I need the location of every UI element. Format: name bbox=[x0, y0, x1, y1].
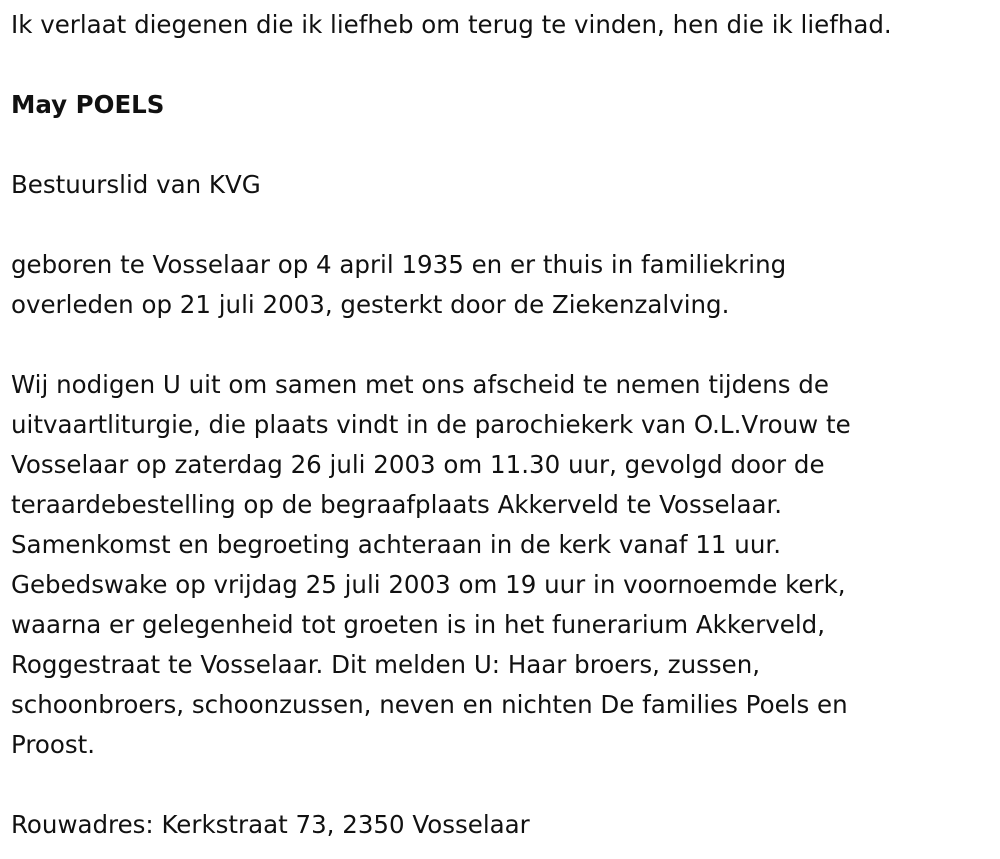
invitation-line: Roggestraat te Vosselaar. Dit melden U: Haar broers, zussen, bbox=[11, 650, 761, 679]
invitation-line: Vosselaar op zaterdag 26 juli 2003 om 11.30 uur, gevolgd door de bbox=[11, 450, 825, 479]
invitation-line: Proost. bbox=[11, 730, 96, 759]
deceased-name-text: May POELS bbox=[11, 90, 165, 119]
birth-death-paragraph bbox=[11, 245, 1000, 325]
role-text: Bestuurslid van KVG bbox=[11, 170, 261, 199]
birth-death-line: geboren te Vosselaar op 4 april 1935 en er thuis in familiekring bbox=[11, 250, 787, 279]
birth-death-line: overleden op 21 juli 2003, gesterkt door de Ziekenzalving. bbox=[11, 290, 730, 319]
invitation-line: uitvaartliturgie, die plaats vindt in de parochiekerk van O.L.Vrouw te bbox=[11, 410, 851, 439]
motto bbox=[11, 5, 1000, 45]
invitation-line: waarna er gelegenheid tot groeten is in het funerarium Akkerveld, bbox=[11, 610, 826, 639]
deceased-name bbox=[11, 85, 1000, 125]
invitation-line: Wij nodigen U uit om samen met ons afscheid te nemen tijdens de bbox=[11, 370, 829, 399]
invitation-line: teraardebestelling op de begraafplaats Akkerveld te Vosselaar. bbox=[11, 490, 783, 519]
role bbox=[11, 165, 1000, 205]
invitation-line: schoonbroers, schoonzussen, neven en nichten De families Poels en bbox=[11, 690, 848, 719]
invitation-paragraph bbox=[11, 365, 1000, 765]
invitation-line: Samenkomst en begroeting achteraan in de kerk vanaf 11 uur. bbox=[11, 530, 781, 559]
motto-line: Ik verlaat diegenen die ik liefheb om terug te vinden, hen die ik liefhad. bbox=[11, 10, 892, 39]
mourning-address-text: Rouwadres: Kerkstraat 73, 2350 Vosselaar bbox=[11, 810, 530, 839]
mourning-address bbox=[11, 805, 1000, 845]
invitation-line: Gebedswake op vrijdag 25 juli 2003 om 19 uur in voornoemde kerk, bbox=[11, 570, 846, 599]
